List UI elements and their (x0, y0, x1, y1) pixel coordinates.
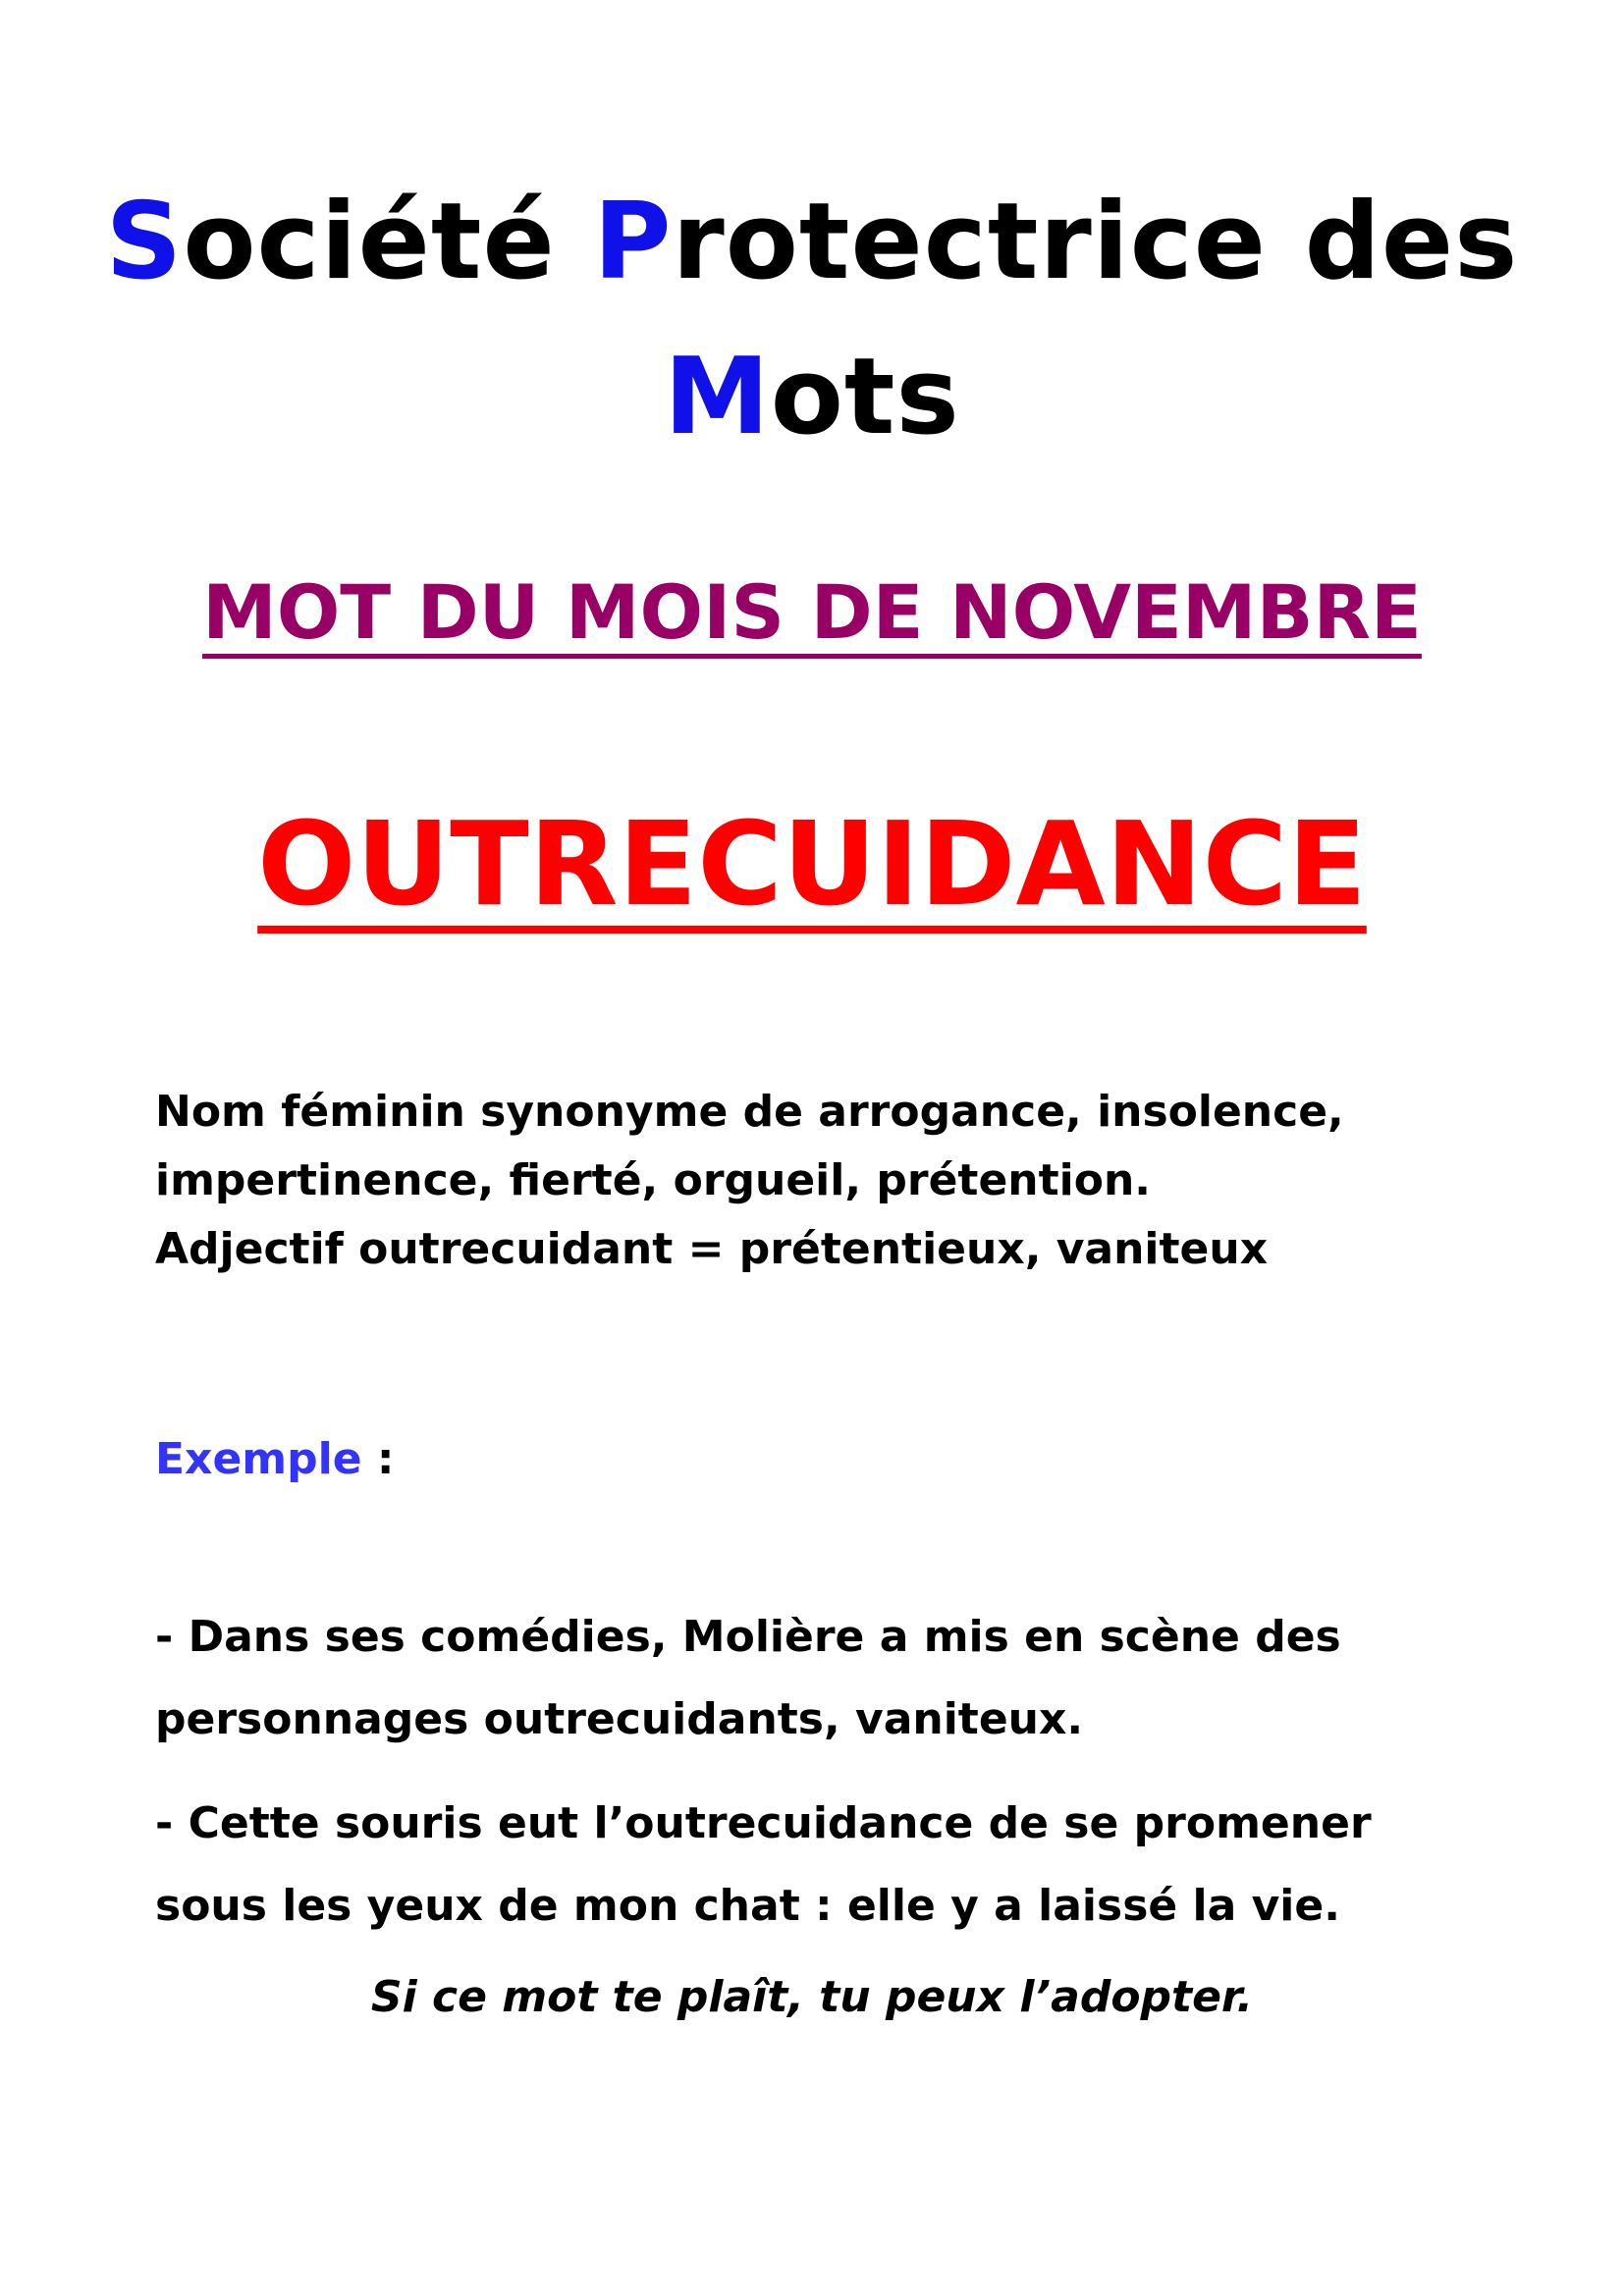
featured-word-text: OUTRECUIDANCE (257, 796, 1367, 932)
title-word-societe: ociété (183, 181, 594, 303)
featured-word (0, 795, 1624, 933)
example-line: personnages outrecuidants, vaniteux. (155, 1694, 1084, 1744)
closing-line: Si ce mot te plaît, tu peux l’adopter. (370, 1972, 1254, 2022)
title-word-protectrice-des: rotectrice des (672, 181, 1519, 303)
example-colon: : (361, 1434, 395, 1484)
month-heading (0, 565, 1624, 660)
page-title-line-1 (0, 179, 1624, 306)
definition-line: Adjectif outrecuidant = prétentieux, vaniteux (155, 1224, 1269, 1274)
example-item (155, 1596, 1549, 1761)
example-line: sous les yeux de mon chat : elle y a laissé la vie. (155, 1881, 1340, 1931)
examples-list (155, 1596, 1549, 1948)
page-title-line-2 (0, 334, 1624, 461)
definition-line: Nom féminin synonyme de arrogance, insolence, (155, 1087, 1344, 1137)
title-word-mots: ots (770, 336, 960, 458)
example-heading (155, 1425, 394, 1494)
title-initial-p: P (593, 181, 673, 303)
month-heading-text: MOT DU MOIS DE NOVEMBRE (202, 568, 1422, 656)
definition-line: impertinence, fierté, orgueil, prétention. (155, 1155, 1151, 1205)
title-initial-m: M (664, 336, 771, 458)
definition-block (155, 1078, 1530, 1284)
example-spacer (155, 1761, 1549, 1783)
example-line: - Dans ses comédies, Molière a mis en scène des (155, 1612, 1341, 1662)
example-line: - Cette souris eut l’outrecuidance de se promener (155, 1798, 1372, 1848)
title-initial-s: S (105, 181, 184, 303)
example-item (155, 1783, 1549, 1948)
example-label: Exemple (155, 1434, 362, 1484)
